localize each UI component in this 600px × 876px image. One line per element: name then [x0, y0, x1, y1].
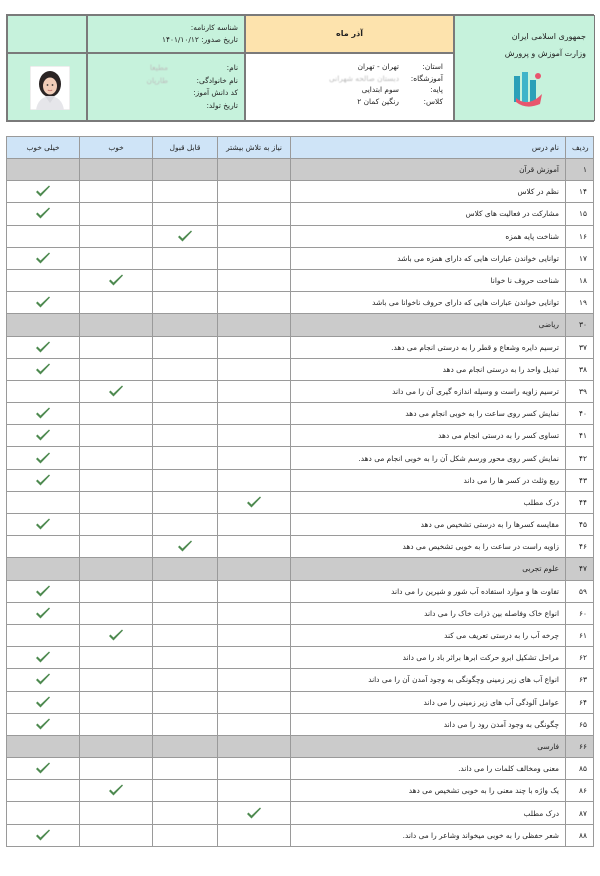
grade-cell-needs-effort	[218, 181, 291, 203]
grade-cell-acceptable	[153, 203, 218, 225]
grade-value: سوم ابتدایی	[361, 85, 399, 94]
grade-cell-very-good	[7, 558, 80, 580]
col-header-good: خوب	[80, 137, 153, 159]
checkmark-icon	[35, 452, 51, 465]
subject-name: انواع خاک وفاصله بین ذرات خاک را می داند	[291, 602, 566, 624]
grade-cell-good	[80, 780, 153, 802]
row-number: ۶۶	[566, 735, 594, 757]
table-row	[7, 269, 594, 291]
grade-cell-good	[80, 380, 153, 402]
ministry-logo-icon	[512, 68, 544, 108]
grade-cell-very-good	[7, 713, 80, 735]
subject-name: مراحل تشکیل ابرو حرکت ابرها براثر باد را می داند	[291, 647, 566, 669]
table-row	[7, 380, 594, 402]
grade-cell-good	[80, 358, 153, 380]
grade-cell-needs-effort	[218, 780, 291, 802]
subject-name: چگونگی به وجود آمدن رود را می داند	[291, 713, 566, 735]
grade-cell-acceptable	[153, 314, 218, 336]
subject-name: توانایی خواندن عبارات هایی که دارای حروف ناخوانا می باشد	[291, 292, 566, 314]
report-card-header	[6, 14, 594, 122]
subject-name: زاویه راست در ساعت را به خوبی تشخیص می دهد	[291, 536, 566, 558]
checkmark-icon	[108, 784, 124, 797]
grade-cell-very-good	[7, 802, 80, 824]
subject-name: شعر حفظی را به خوبی میخواند وشاعر را می داند.	[291, 824, 566, 846]
student-photo-icon	[30, 66, 70, 110]
grade-cell-needs-effort	[218, 802, 291, 824]
grade-cell-very-good	[7, 269, 80, 291]
checkmark-icon	[35, 718, 51, 731]
grade-cell-acceptable	[153, 624, 218, 646]
grade-cell-needs-effort	[218, 602, 291, 624]
checkmark-icon	[35, 207, 51, 220]
table-row	[7, 758, 594, 780]
row-number: ۶۰	[566, 602, 594, 624]
issue-date-label: تاریخ صدور:	[201, 35, 238, 44]
school-info	[329, 61, 443, 107]
grade-cell-acceptable	[153, 780, 218, 802]
grade-cell-acceptable	[153, 580, 218, 602]
name-row	[147, 62, 238, 75]
row-number: ۱۸	[566, 269, 594, 291]
checkmark-icon	[35, 829, 51, 842]
student-code-label: کد دانش آموز:	[193, 88, 238, 97]
grade-cell-acceptable	[153, 802, 218, 824]
row-number: ۸۶	[566, 780, 594, 802]
grade-cell-good	[80, 403, 153, 425]
grade-cell-good	[80, 691, 153, 713]
grade-cell-very-good	[7, 735, 80, 757]
grade-cell-very-good	[7, 780, 80, 802]
grade-cell-very-good	[7, 624, 80, 646]
province-value: تهران - تهران	[357, 62, 399, 71]
grade-cell-very-good	[7, 514, 80, 536]
table-header-row	[7, 137, 594, 159]
grade-cell-acceptable	[153, 469, 218, 491]
grade-cell-acceptable	[153, 447, 218, 469]
grade-cell-very-good	[7, 691, 80, 713]
row-number: ۱۴	[566, 181, 594, 203]
row-number: ۳۹	[566, 380, 594, 402]
subject-name: نظم در کلاس	[291, 181, 566, 203]
grade-cell-needs-effort	[218, 536, 291, 558]
row-number: ۴۷	[566, 558, 594, 580]
grade-row	[329, 84, 443, 96]
section-title: فارسی	[291, 735, 566, 757]
ministry-cell	[454, 15, 595, 121]
name-value: مطیعا	[149, 63, 168, 72]
grade-cell-very-good	[7, 824, 80, 846]
subject-name: چرخه آب را به درستی تعریف می کند	[291, 624, 566, 646]
checkmark-icon	[35, 651, 51, 664]
grade-cell-needs-effort	[218, 691, 291, 713]
checkmark-icon	[177, 540, 193, 553]
grade-cell-very-good	[7, 536, 80, 558]
table-row	[7, 713, 594, 735]
grade-cell-very-good	[7, 602, 80, 624]
grade-cell-very-good	[7, 358, 80, 380]
checkmark-icon	[246, 496, 262, 509]
row-number: ۳۸	[566, 358, 594, 380]
subject-name: درک مطلب	[291, 491, 566, 513]
grade-cell-good	[80, 292, 153, 314]
subject-name: ترسیم دایره وشعاع و قطر را به درستی انجام می دهد.	[291, 336, 566, 358]
student-info-cell	[87, 53, 245, 121]
grade-cell-good	[80, 491, 153, 513]
checkmark-icon	[35, 363, 51, 376]
grade-cell-needs-effort	[218, 225, 291, 247]
subject-name: شناخت پایه همزه	[291, 225, 566, 247]
grade-cell-needs-effort	[218, 580, 291, 602]
row-number: ۶۵	[566, 713, 594, 735]
section-row	[7, 159, 594, 181]
grade-cell-needs-effort	[218, 735, 291, 757]
table-row	[7, 780, 594, 802]
grade-cell-acceptable	[153, 159, 218, 181]
ministry-title	[461, 28, 586, 62]
checkmark-icon	[35, 762, 51, 775]
grade-cell-good	[80, 735, 153, 757]
row-number: ۴۵	[566, 514, 594, 536]
grade-cell-needs-effort	[218, 713, 291, 735]
subject-name: انواع آب های زیر زمینی وچگونگی به وجود آمدن آن را می داند	[291, 669, 566, 691]
grade-cell-needs-effort	[218, 336, 291, 358]
section-row	[7, 558, 594, 580]
birth-date-row	[147, 100, 238, 113]
grade-cell-good	[80, 269, 153, 291]
family-row	[147, 75, 238, 88]
grade-cell-needs-effort	[218, 514, 291, 536]
subject-name: نمایش کسر روی محور ورسم شکل آن را به خوبی انجام می دهد.	[291, 447, 566, 469]
grade-cell-good	[80, 159, 153, 181]
name-label: نام:	[226, 63, 238, 72]
row-number: ۱۷	[566, 247, 594, 269]
grade-cell-very-good	[7, 225, 80, 247]
grade-cell-very-good	[7, 247, 80, 269]
table-row	[7, 647, 594, 669]
subject-name: نمایش کسر روی ساعت را به خوبی انجام می دهد	[291, 403, 566, 425]
grade-cell-good	[80, 536, 153, 558]
student-code-row	[147, 87, 238, 100]
grades-table	[6, 136, 594, 847]
grade-cell-needs-effort	[218, 669, 291, 691]
row-number: ۶۴	[566, 691, 594, 713]
table-row	[7, 469, 594, 491]
grade-cell-acceptable	[153, 225, 218, 247]
checkmark-icon	[35, 696, 51, 709]
grade-cell-good	[80, 203, 153, 225]
issue-date-row	[162, 34, 238, 46]
grade-cell-very-good	[7, 447, 80, 469]
row-number: ۳۷	[566, 336, 594, 358]
table-row	[7, 802, 594, 824]
header-empty-cell	[7, 15, 87, 53]
grade-cell-acceptable	[153, 713, 218, 735]
grade-cell-needs-effort	[218, 558, 291, 580]
table-row	[7, 824, 594, 846]
section-title: ریاضی	[291, 314, 566, 336]
grade-cell-needs-effort	[218, 758, 291, 780]
grade-cell-very-good	[7, 181, 80, 203]
grade-cell-good	[80, 225, 153, 247]
grade-cell-acceptable	[153, 735, 218, 757]
grade-cell-needs-effort	[218, 447, 291, 469]
report-month: آذر ماه	[336, 29, 363, 38]
subject-name: معنی ومخالف کلمات را می داند.	[291, 758, 566, 780]
grade-cell-good	[80, 558, 153, 580]
subject-name: تفاوت ها و موارد استفاده آب شور و شیرین را می داند	[291, 580, 566, 602]
subject-name: عوامل آلودگی آب های زیر زمینی را می داند	[291, 691, 566, 713]
grade-cell-acceptable	[153, 269, 218, 291]
checkmark-icon	[35, 607, 51, 620]
grade-cell-needs-effort	[218, 314, 291, 336]
family-label: نام خانوادگی:	[196, 75, 238, 85]
grade-cell-good	[80, 624, 153, 646]
grade-cell-very-good	[7, 292, 80, 314]
row-number: ۸۷	[566, 802, 594, 824]
col-header-subject: نام درس	[291, 137, 566, 159]
grade-cell-needs-effort	[218, 647, 291, 669]
grade-cell-needs-effort	[218, 269, 291, 291]
checkmark-icon	[177, 230, 193, 243]
school-row	[329, 73, 443, 85]
grade-cell-acceptable	[153, 380, 218, 402]
grade-cell-very-good	[7, 491, 80, 513]
grade-cell-acceptable	[153, 425, 218, 447]
grade-cell-good	[80, 247, 153, 269]
grade-cell-needs-effort	[218, 203, 291, 225]
school-label: آموزشگاه:	[410, 73, 443, 83]
birth-date-label: تاریخ تولد:	[206, 100, 238, 110]
checkmark-icon	[35, 407, 51, 420]
grade-cell-good	[80, 824, 153, 846]
subject-name: ترسیم زاویه راست و وسیله اندازه گیری آن را می داند	[291, 380, 566, 402]
subject-name: تساوی کسر را به درستی انجام می دهد	[291, 425, 566, 447]
grade-cell-acceptable	[153, 647, 218, 669]
checkmark-icon	[35, 673, 51, 686]
subject-name: یک واژه با چند معنی را به خوبی تشخیص می دهد	[291, 780, 566, 802]
section-title: علوم تجربی	[291, 558, 566, 580]
table-row	[7, 447, 594, 469]
grade-cell-acceptable	[153, 247, 218, 269]
subject-name: درک مطلب	[291, 802, 566, 824]
class-row	[329, 96, 443, 108]
table-row	[7, 403, 594, 425]
grade-cell-acceptable	[153, 358, 218, 380]
grade-cell-acceptable	[153, 292, 218, 314]
grade-cell-very-good	[7, 669, 80, 691]
table-row	[7, 491, 594, 513]
grade-cell-acceptable	[153, 336, 218, 358]
grade-cell-very-good	[7, 203, 80, 225]
checkmark-icon	[35, 296, 51, 309]
grade-cell-needs-effort	[218, 403, 291, 425]
grade-cell-good	[80, 758, 153, 780]
table-row	[7, 247, 594, 269]
section-title: آموزش قرآن	[291, 159, 566, 181]
checkmark-icon	[35, 185, 51, 198]
grade-cell-needs-effort	[218, 380, 291, 402]
grade-cell-very-good	[7, 580, 80, 602]
row-number: ۸۸	[566, 824, 594, 846]
table-row	[7, 358, 594, 380]
family-value: طارپان	[146, 75, 168, 85]
grade-cell-very-good	[7, 159, 80, 181]
subject-name: تبدیل واحد را به درستی انجام می دهد	[291, 358, 566, 380]
checkmark-icon	[35, 252, 51, 265]
checkmark-icon	[35, 429, 51, 442]
col-header-very-good: خیلی خوب	[7, 137, 80, 159]
grade-cell-good	[80, 669, 153, 691]
grade-cell-acceptable	[153, 491, 218, 513]
col-header-needs-effort: نیاز به تلاش بیشتر	[218, 137, 291, 159]
certificate-info	[162, 22, 238, 46]
subject-name: مشارکت در فعالیت های کلاس	[291, 203, 566, 225]
grade-cell-very-good	[7, 647, 80, 669]
grade-cell-needs-effort	[218, 491, 291, 513]
checkmark-icon	[108, 385, 124, 398]
col-header-row-number: ردیف	[566, 137, 594, 159]
row-number: ۱	[566, 159, 594, 181]
section-row	[7, 735, 594, 757]
row-number: ۱۶	[566, 225, 594, 247]
table-row	[7, 691, 594, 713]
table-row	[7, 425, 594, 447]
grade-cell-very-good	[7, 380, 80, 402]
grade-cell-good	[80, 602, 153, 624]
row-number: ۸۵	[566, 758, 594, 780]
grade-cell-acceptable	[153, 691, 218, 713]
month-cell	[245, 15, 454, 53]
subject-name: مقایسه کسرها را به درستی تشخیص می دهد	[291, 514, 566, 536]
school-value: دبستان صالحه شهرانی	[328, 73, 399, 83]
grade-cell-needs-effort	[218, 292, 291, 314]
row-number: ۶۳	[566, 669, 594, 691]
grade-cell-acceptable	[153, 669, 218, 691]
grade-cell-very-good	[7, 314, 80, 336]
table-row	[7, 225, 594, 247]
table-row	[7, 624, 594, 646]
student-info	[147, 62, 238, 112]
grade-cell-acceptable	[153, 403, 218, 425]
school-info-cell	[245, 53, 454, 121]
row-number: ۳۰	[566, 314, 594, 336]
grade-cell-very-good	[7, 758, 80, 780]
subject-name: شناخت حروف نا خوانا	[291, 269, 566, 291]
grade-cell-needs-effort	[218, 624, 291, 646]
checkmark-icon	[108, 629, 124, 642]
ministry-line-2: وزارت آموزش و پرورش	[504, 49, 586, 58]
grade-cell-good	[80, 802, 153, 824]
grade-cell-good	[80, 469, 153, 491]
grade-cell-very-good	[7, 403, 80, 425]
grade-cell-very-good	[7, 469, 80, 491]
grade-cell-acceptable	[153, 758, 218, 780]
section-row	[7, 314, 594, 336]
row-number: ۶۱	[566, 624, 594, 646]
grade-cell-good	[80, 181, 153, 203]
table-row	[7, 536, 594, 558]
province-row	[329, 61, 443, 73]
table-row	[7, 292, 594, 314]
grade-cell-acceptable	[153, 536, 218, 558]
issue-date: ۱۴۰۱/۱۰/۱۲	[162, 35, 199, 44]
grade-cell-needs-effort	[218, 358, 291, 380]
subject-name: توانایی خواندن عبارات هایی که دارای همزه می باشد	[291, 247, 566, 269]
grade-cell-acceptable	[153, 824, 218, 846]
grade-cell-very-good	[7, 336, 80, 358]
class-label: کلاس:	[423, 96, 443, 106]
certificate-id-label: شناسه کارنامه:	[190, 23, 238, 32]
row-number: ۱۵	[566, 203, 594, 225]
table-row	[7, 181, 594, 203]
table-row	[7, 580, 594, 602]
table-row	[7, 669, 594, 691]
table-row	[7, 203, 594, 225]
grade-cell-good	[80, 314, 153, 336]
row-number: ۴۴	[566, 491, 594, 513]
table-row	[7, 336, 594, 358]
checkmark-icon	[35, 585, 51, 598]
checkmark-icon	[35, 341, 51, 354]
row-number: ۵۹	[566, 580, 594, 602]
table-row	[7, 514, 594, 536]
grade-cell-acceptable	[153, 602, 218, 624]
grade-cell-needs-effort	[218, 159, 291, 181]
grade-cell-good	[80, 447, 153, 469]
grade-cell-needs-effort	[218, 824, 291, 846]
col-header-acceptable: قابل قبول	[153, 137, 218, 159]
class-value: رنگین کمان ۲	[357, 96, 399, 106]
subject-name: ربع وثلث در کسر ها را می داند	[291, 469, 566, 491]
grade-cell-good	[80, 514, 153, 536]
row-number: ۴۶	[566, 536, 594, 558]
row-number: ۱۹	[566, 292, 594, 314]
row-number: ۴۱	[566, 425, 594, 447]
row-number: ۴۲	[566, 447, 594, 469]
row-number: ۶۲	[566, 647, 594, 669]
checkmark-icon	[246, 807, 262, 820]
grades-table-body	[7, 159, 594, 847]
row-number: ۴۳	[566, 469, 594, 491]
grade-cell-acceptable	[153, 558, 218, 580]
grade-cell-very-good	[7, 425, 80, 447]
table-row	[7, 602, 594, 624]
photo-cell	[7, 53, 87, 121]
row-number: ۴۰	[566, 403, 594, 425]
checkmark-icon	[108, 274, 124, 287]
checkmark-icon	[35, 474, 51, 487]
grade-label: پایه:	[430, 85, 443, 94]
certificate-cell	[87, 15, 245, 53]
grade-cell-good	[80, 713, 153, 735]
grade-cell-good	[80, 647, 153, 669]
province-label: استان:	[422, 62, 443, 71]
grade-cell-good	[80, 336, 153, 358]
grade-cell-acceptable	[153, 514, 218, 536]
grade-cell-needs-effort	[218, 425, 291, 447]
checkmark-icon	[35, 518, 51, 531]
grade-cell-needs-effort	[218, 469, 291, 491]
grade-cell-good	[80, 580, 153, 602]
ministry-line-1: جمهوری اسلامی ایران	[511, 32, 586, 41]
grade-cell-good	[80, 425, 153, 447]
grade-cell-acceptable	[153, 181, 218, 203]
grade-cell-needs-effort	[218, 247, 291, 269]
